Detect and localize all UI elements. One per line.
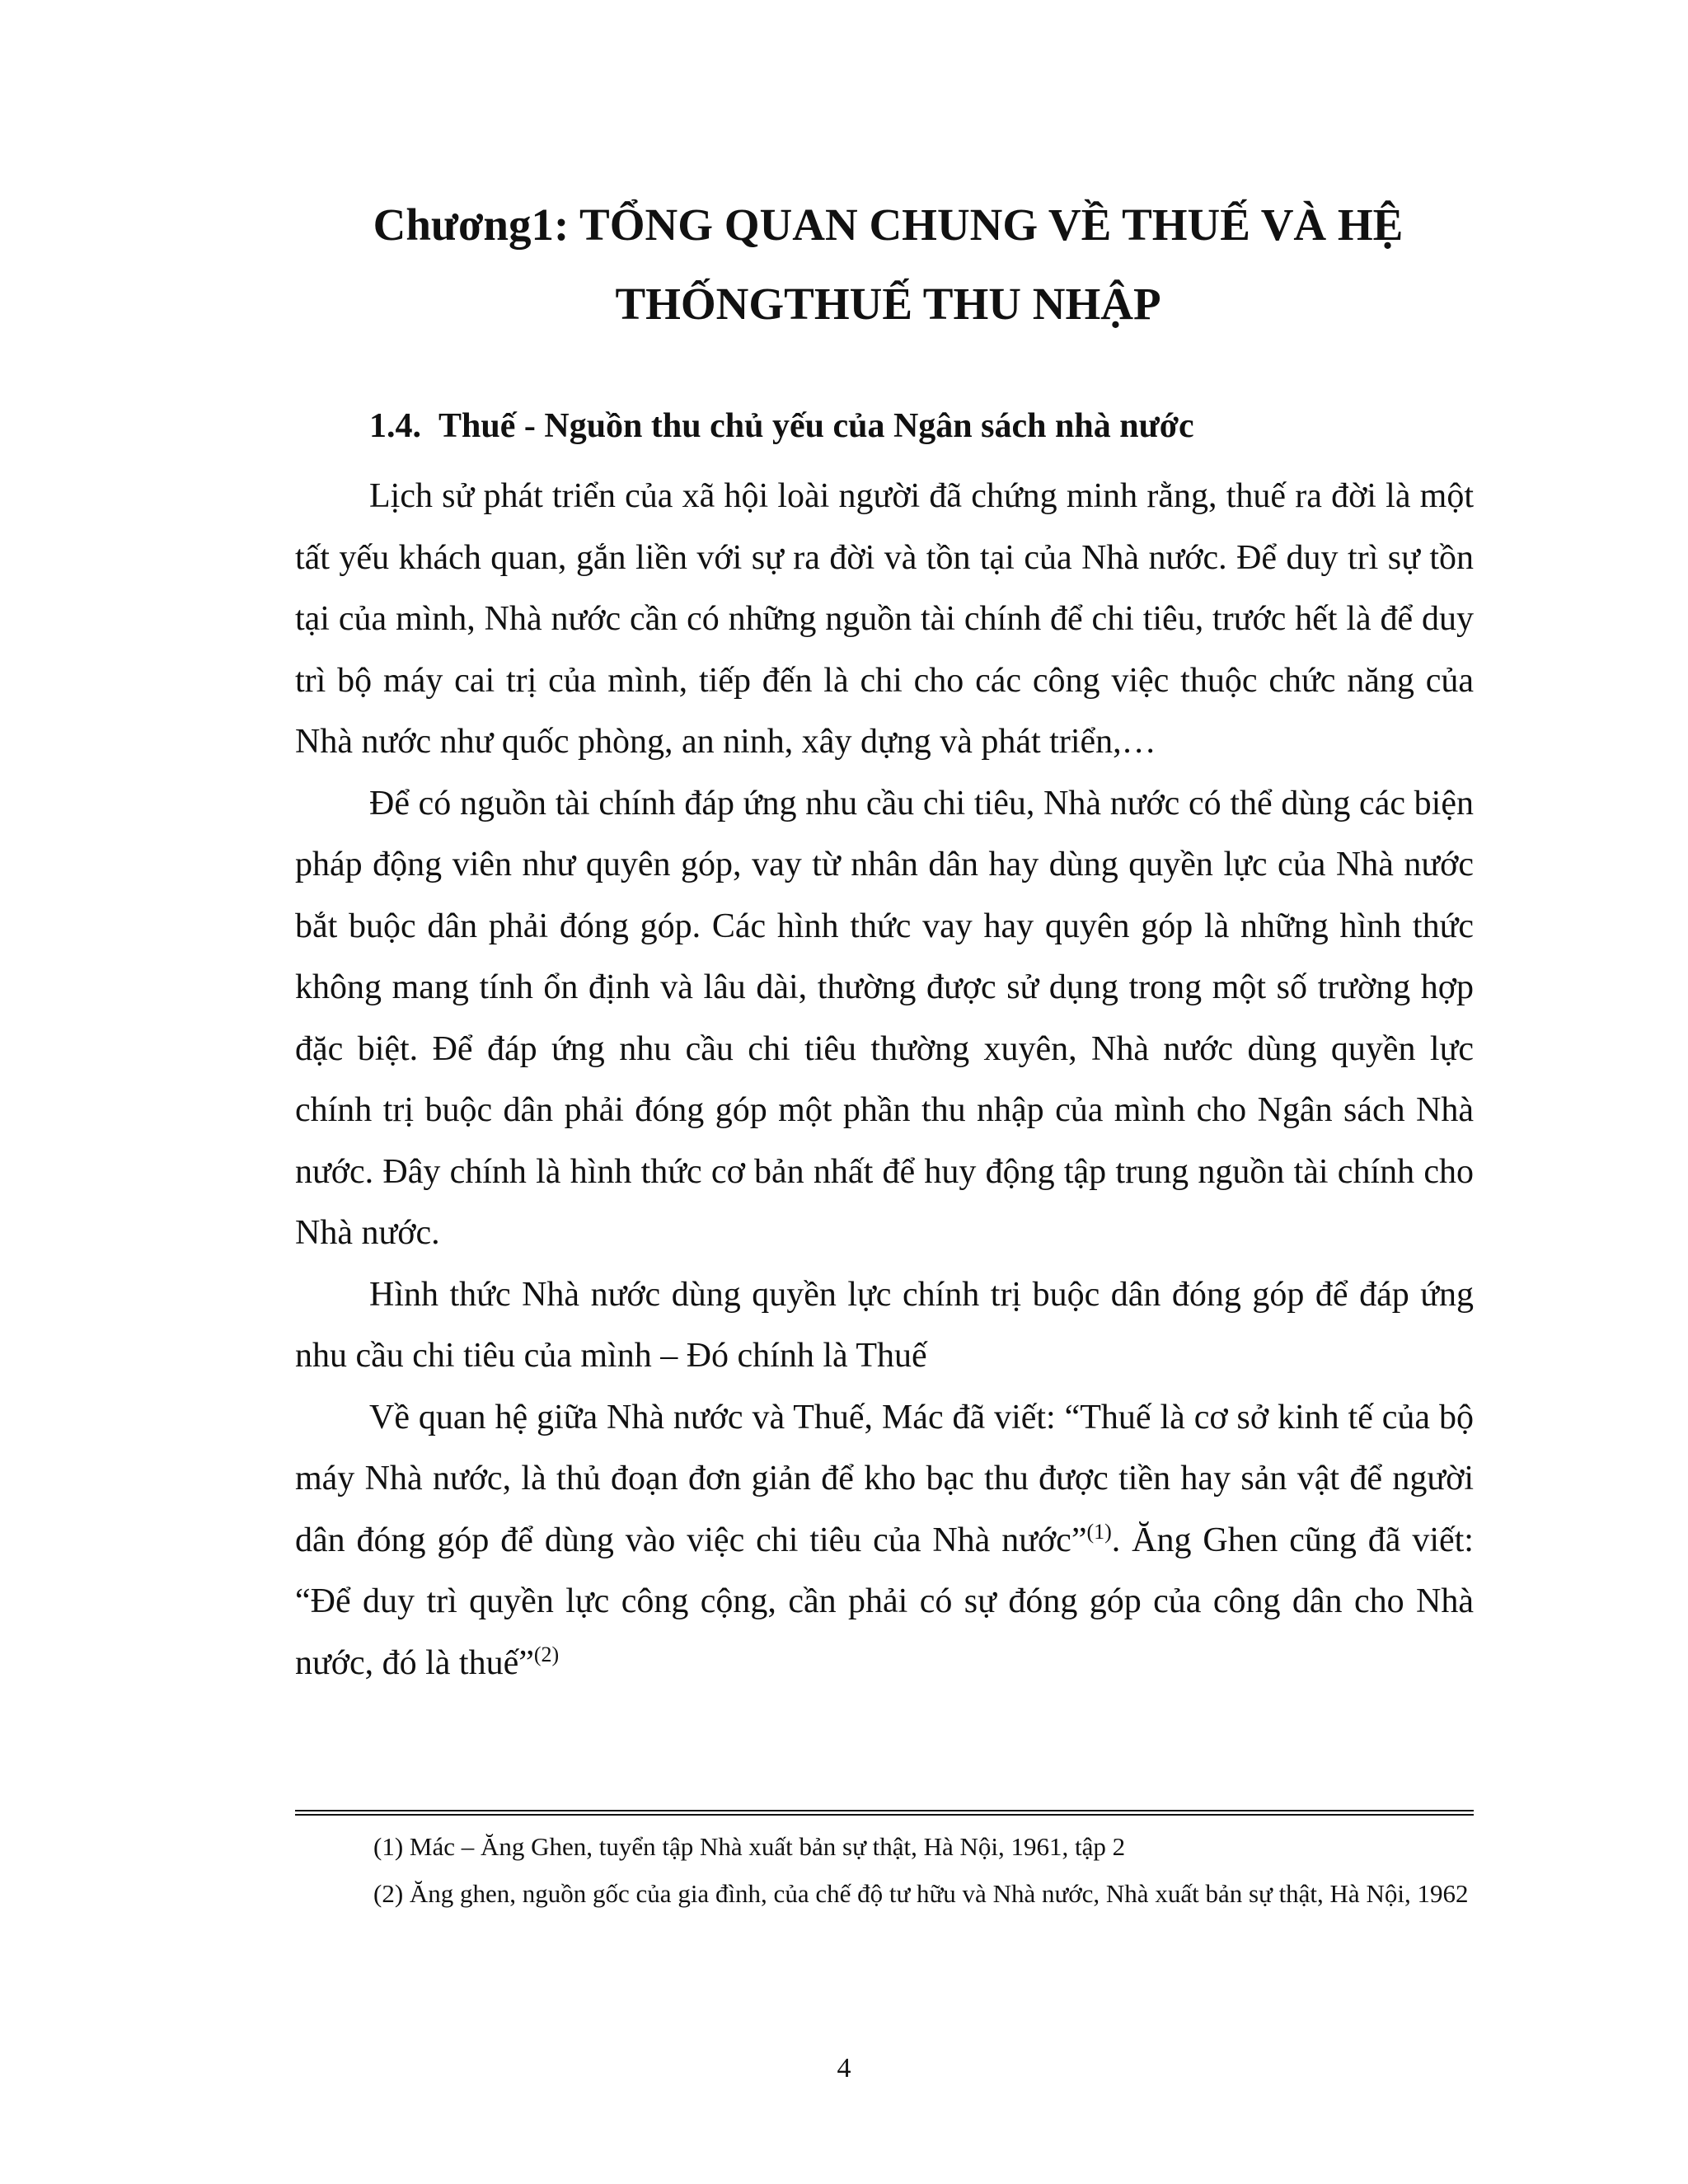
footnote-ref-1: (1) <box>1086 1519 1112 1544</box>
paragraph-1: Lịch sử phát triển của xã hội loài người đã chứng minh rằng, thuế ra đời là một tất yếu khách quan, gắn liền với sự ra đời và tồn tại của Nhà nước. Để duy trì sự tồn tại của mình, Nhà nước cần có những nguồn tài chính để chi tiêu, trước hết là để duy trì bộ máy cai trị của mình, tiếp đến là chi cho các công việc thuộc chức năng của Nhà nước như quốc phòng, an ninh, xây dựng và phát triển,… <box>295 477 1474 761</box>
page-number: 4 <box>837 2053 851 2083</box>
chapter-title-line-1: Chương1: TỔNG QUAN CHUNG VỀ THUẾ VÀ HỆ <box>373 199 1404 250</box>
footnote-2: (2) Ăng ghen, nguồn gốc của gia đình, của chế độ tư hữu và Nhà nước, Nhà xuất bản sự thật, Hà Nội, 1962 <box>373 1879 1469 1908</box>
chapter-title <box>293 185 1484 344</box>
footnote-ref-2: (2) <box>533 1642 560 1666</box>
paragraph-2: Để có nguồn tài chính đáp ứng nhu cầu chi tiêu, Nhà nước có thể dùng các biện pháp động viên như quyên góp, vay từ nhân dân hay dùng quyền lực của Nhà nước bắt buộc dân phải đóng góp. Các hình thức vay hay quyên góp là những hình thức không mang tính ổn định và lâu dài, thường được sử dụng trong một số trường hợp đặc biệt. Để đáp ứng nhu cầu chi tiêu thường xuyên, Nhà nước dùng quyền lực chính trị buộc dân phải đóng góp một phần thu nhập của mình cho Ngân sách Nhà nước. Đây chính là hình thức cơ bản nhất để huy động tập trung nguồn tài chính cho Nhà nước. <box>295 784 1474 1252</box>
paragraph-4-part-1: Về quan hệ giữa Nhà nước và Thuế, Mác đã viết: “Thuế là cơ sở kinh tế của bộ máy Nhà nước, là thủ đoạn đơn giản để kho bạc thu được tiền hay sản vật để người dân đóng góp để dùng vào việc chi tiêu của Nhà nước” <box>295 1398 1474 1559</box>
footnotes <box>295 1823 1474 1917</box>
section-title: Thuế - Nguồn thu chủ yếu của Ngân sách nhà nước <box>438 407 1194 445</box>
section-number: 1.4. <box>369 407 421 445</box>
section-heading <box>369 405 1194 447</box>
chapter-title-line-2: THỐNGTHUẾ THU NHẬP <box>615 279 1161 329</box>
footnote-1: (1) Mác – Ăng Ghen, tuyển tập Nhà xuất bản sự thật, Hà Nội, 1961, tập 2 <box>373 1832 1126 1861</box>
body-text <box>295 466 1474 1694</box>
paragraph-3: Hình thức Nhà nước dùng quyền lực chính trị buộc dân đóng góp để đáp ứng nhu cầu chi tiêu của mình – Đó chính là Thuế <box>295 1275 1474 1375</box>
paragraph-4-part-2: . Ăng Ghen cũng đã viết: “Để duy trì quyền lực công cộng, cần phải có sự đóng góp của công dân cho Nhà nước, đó là thuế” <box>295 1521 1474 1682</box>
paragraph-4 <box>295 1387 1474 1694</box>
footnote-separator <box>295 1810 1474 1816</box>
